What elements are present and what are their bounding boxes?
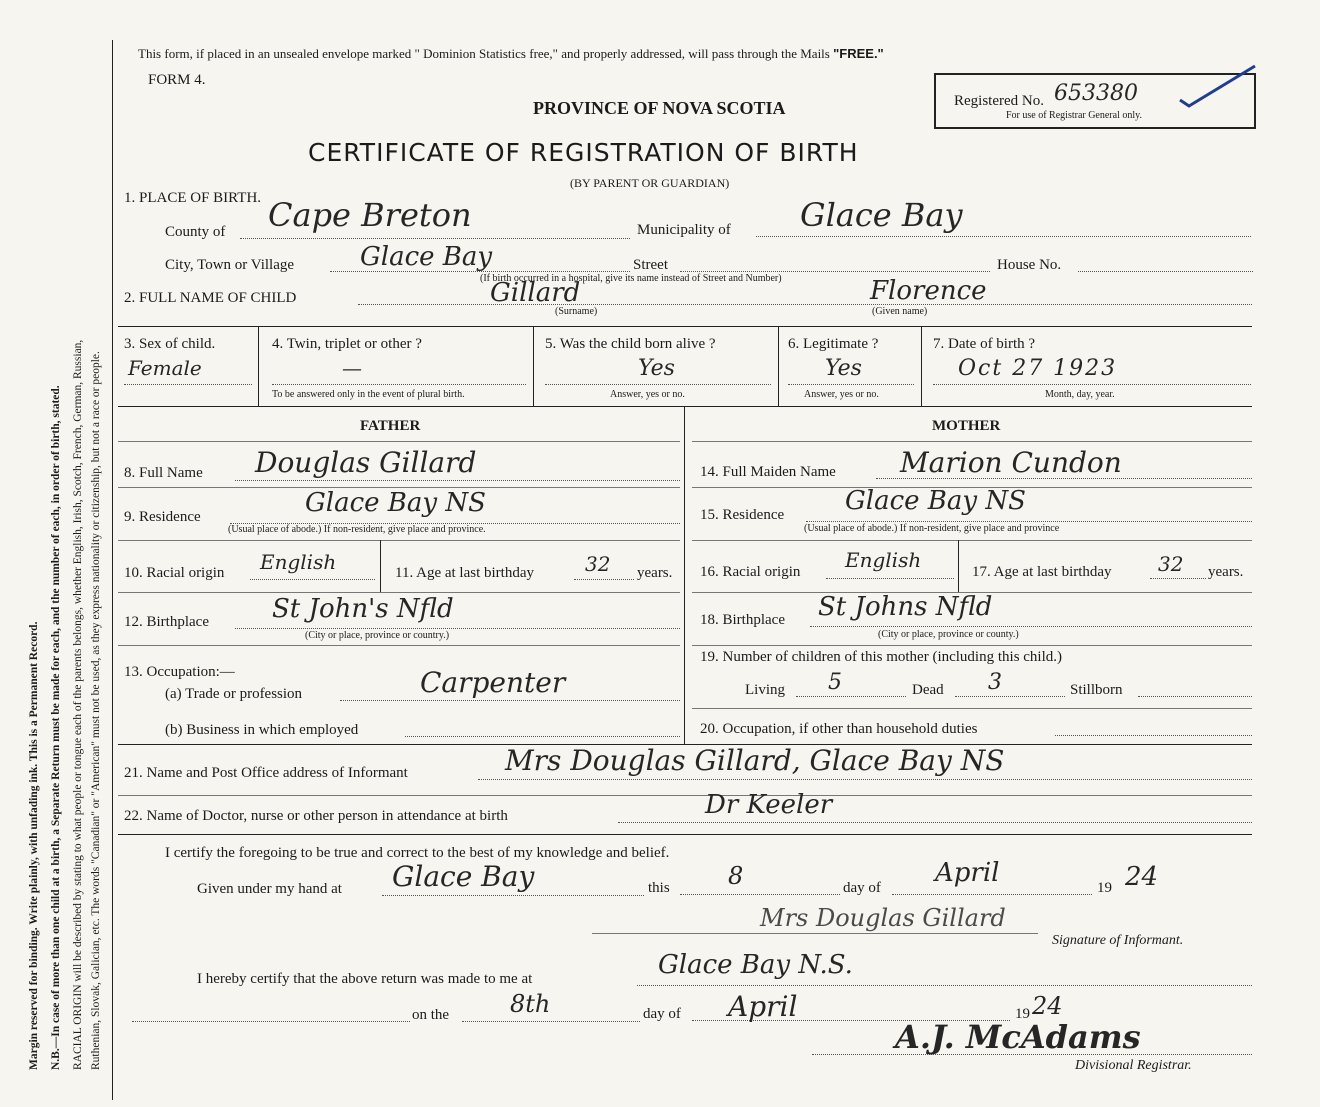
row-rule-10 bbox=[118, 592, 680, 593]
place-of-birth-label: 1. PLACE OF BIRTH. bbox=[124, 190, 262, 206]
given-day-line bbox=[680, 894, 840, 895]
col-divider-10 bbox=[380, 540, 381, 592]
certificate-subtitle: (BY PARENT OR GUARDIAN) bbox=[570, 176, 730, 190]
city-value[interactable]: Glace Bay bbox=[360, 242, 493, 272]
sex-label: 3. Sex of child. bbox=[124, 336, 216, 352]
house-number-label: House No. bbox=[997, 257, 1062, 273]
father-name-label: 8. Full Name bbox=[124, 465, 203, 481]
registrar-year-prefix: 19 bbox=[1015, 1006, 1030, 1022]
city-label: City, Town or Village bbox=[165, 257, 295, 273]
mail-note: This form, if placed in an unsealed envelope marked " Dominion Statistics free," and properly addressed, will pass through the Mails "FREE." bbox=[138, 46, 884, 61]
mother-race-line bbox=[826, 578, 954, 579]
father-name-value[interactable]: Douglas Gillard bbox=[255, 446, 477, 479]
street-label: Street bbox=[633, 257, 668, 273]
mother-residence-label: 15. Residence bbox=[700, 507, 785, 523]
surname-caption: (Surname) bbox=[555, 306, 598, 317]
mother-residence-line bbox=[806, 521, 1252, 522]
registrar-day-value[interactable]: 8th bbox=[510, 990, 551, 1018]
child-name-label: 2. FULL NAME OF CHILD bbox=[124, 290, 297, 306]
mother-heading: MOTHER bbox=[932, 418, 1001, 434]
mother-birthplace-label: 18. Birthplace bbox=[700, 612, 785, 628]
street-note: (If birth occurred in a hospital, give its name instead of Street and Number) bbox=[480, 273, 782, 284]
living-label: Living bbox=[745, 682, 785, 698]
mother-residence-caption: (Usual place of abode.) If non-resident, give place and province bbox=[804, 523, 1060, 534]
father-residence-value[interactable]: Glace Bay NS bbox=[305, 488, 486, 518]
margin-rule bbox=[112, 40, 113, 1100]
municipality-line bbox=[756, 236, 1251, 237]
legitimate-caption: Answer, yes or no. bbox=[804, 389, 879, 400]
given-day-value[interactable]: 8 bbox=[728, 862, 744, 890]
father-birthplace-label: 12. Birthplace bbox=[124, 614, 209, 630]
father-age-label: 11. Age at last birthday bbox=[395, 565, 534, 581]
born-alive-value[interactable]: Yes bbox=[638, 356, 675, 381]
col-divider-1 bbox=[258, 326, 259, 406]
informant-signature-caption: Signature of Informant. bbox=[1052, 933, 1184, 948]
mother-age-value[interactable]: 32 bbox=[1158, 552, 1184, 576]
children-count-label: 19. Number of children of this mother (including this child.) bbox=[700, 649, 1063, 665]
sex-value[interactable]: Female bbox=[128, 356, 202, 380]
legitimate-value[interactable]: Yes bbox=[825, 356, 862, 381]
father-race-line bbox=[250, 579, 375, 580]
mother-years-label: years. bbox=[1208, 564, 1244, 580]
mother-age-label: 17. Age at last birthday bbox=[972, 564, 1112, 580]
municipality-label: Municipality of bbox=[637, 222, 731, 238]
county-value[interactable]: Cape Breton bbox=[268, 196, 472, 234]
registrar-name-line bbox=[132, 1021, 410, 1022]
registrar-day-of-label: day of bbox=[643, 1006, 681, 1022]
trade-line bbox=[340, 700, 680, 701]
father-birthplace-value[interactable]: St John's Nfld bbox=[272, 594, 454, 624]
mother-race-label: 16. Racial origin bbox=[700, 564, 801, 580]
mother-age-line bbox=[1150, 578, 1206, 579]
father-age-line bbox=[574, 579, 634, 580]
father-birthplace-line bbox=[235, 628, 680, 629]
this-label: this bbox=[648, 880, 670, 896]
dead-label: Dead bbox=[912, 682, 944, 698]
doctor-value[interactable]: Dr Keeler bbox=[705, 790, 833, 820]
father-birthplace-caption: (City or place, province or country.) bbox=[305, 630, 450, 641]
living-line bbox=[796, 696, 906, 697]
father-race-label: 10. Racial origin bbox=[124, 565, 225, 581]
father-name-line bbox=[235, 480, 680, 481]
col-divider-4 bbox=[921, 326, 922, 406]
father-age-value[interactable]: 32 bbox=[585, 552, 611, 576]
dob-label: 7. Date of birth ? bbox=[933, 336, 1036, 352]
occupation-label: 13. Occupation:— bbox=[124, 664, 235, 680]
dob-value[interactable]: Oct 27 1923 bbox=[958, 356, 1118, 381]
father-heading: FATHER bbox=[360, 418, 421, 434]
certify-statement: I certify the foregoing to be true and correct to the best of my knowledge and belief. bbox=[165, 845, 670, 861]
stillborn-line bbox=[1138, 696, 1252, 697]
twin-line bbox=[272, 384, 526, 385]
business-line bbox=[405, 736, 680, 737]
margin-note-racial-origin: RACIAL ORIGIN will be described by stating to what people or tongue each of the parents belongs, whether English, Irish, Scotch, French, German, Russian, bbox=[72, 339, 84, 1070]
row-rule-top bbox=[118, 326, 1252, 327]
margin-note-binding: Margin reserved for binding. Write plainly, with unfading ink. This is a Permanent Record. bbox=[28, 621, 40, 1070]
parents-divider bbox=[684, 406, 685, 744]
row-rule-22 bbox=[118, 834, 1252, 835]
registrar-month-value[interactable]: April bbox=[728, 990, 798, 1023]
mother-birthplace-line bbox=[810, 626, 1252, 627]
registrar-general-note: For use of Registrar General only. bbox=[1006, 110, 1142, 121]
mother-name-label: 14. Full Maiden Name bbox=[700, 464, 836, 480]
mother-race-value[interactable]: English bbox=[845, 548, 922, 572]
given-year-prefix: 19 bbox=[1097, 880, 1112, 896]
row-rule-9 bbox=[118, 540, 680, 541]
doctor-line bbox=[618, 822, 1252, 823]
informant-line bbox=[478, 779, 1252, 780]
county-line bbox=[240, 238, 630, 239]
given-place-line bbox=[382, 895, 644, 896]
dead-value[interactable]: 3 bbox=[988, 670, 1002, 695]
form-number: FORM 4. bbox=[148, 72, 206, 88]
house-number-line bbox=[1078, 271, 1253, 272]
province-heading: PROVINCE OF NOVA SCOTIA bbox=[533, 98, 786, 118]
father-years-label: years. bbox=[637, 565, 673, 581]
born-alive-label: 5. Was the child born alive ? bbox=[545, 336, 716, 352]
father-race-value[interactable]: English bbox=[260, 550, 337, 574]
registrar-signature-caption: Divisional Registrar. bbox=[1075, 1058, 1192, 1073]
mother-heading-rule bbox=[692, 441, 1252, 442]
registered-number: 653380 bbox=[1054, 81, 1138, 106]
mother-residence-value[interactable]: Glace Bay NS bbox=[845, 486, 1026, 516]
on-the-label: on the bbox=[412, 1007, 450, 1023]
county-label: County of bbox=[165, 224, 226, 240]
col-divider-3 bbox=[778, 326, 779, 406]
informant-signature[interactable]: Mrs Douglas Gillard bbox=[760, 904, 1006, 932]
father-residence-label: 9. Residence bbox=[124, 509, 201, 525]
given-year-value[interactable]: 24 bbox=[1125, 862, 1159, 892]
margin-note-plural-birth: N.B.—In case of more than one child at a birth, a Separate Return must be made for each, and the number of each, in order of birth, stated. bbox=[50, 385, 62, 1070]
registrar-place-line bbox=[637, 985, 1252, 986]
certificate-title: CERTIFICATE OF REGISTRATION OF BIRTH bbox=[308, 138, 859, 167]
checkmark-icon bbox=[1175, 60, 1260, 110]
dead-line bbox=[955, 696, 1065, 697]
trade-label: (a) Trade or profession bbox=[165, 686, 303, 702]
parents-rule bbox=[118, 406, 1252, 407]
registered-label: Registered No. bbox=[954, 93, 1044, 109]
row-rule-19 bbox=[692, 708, 1252, 709]
legitimate-label: 6. Legitimate ? bbox=[788, 336, 879, 352]
row-rule-21 bbox=[118, 795, 1252, 796]
informant-label: 21. Name and Post Office address of Informant bbox=[124, 765, 408, 781]
dob-line bbox=[933, 384, 1251, 385]
dob-caption: Month, day, year. bbox=[1045, 389, 1115, 400]
registrar-place-value[interactable]: Glace Bay N.S. bbox=[658, 950, 853, 980]
informant-signature-line bbox=[592, 933, 1038, 934]
business-label: (b) Business in which employed bbox=[165, 722, 359, 738]
doctor-label: 22. Name of Doctor, nurse or other person in attendance at birth bbox=[124, 808, 508, 824]
row-rule-12 bbox=[118, 645, 680, 646]
row-rule-15 bbox=[692, 540, 1252, 541]
mother-name-value[interactable]: Marion Cundon bbox=[900, 446, 1122, 479]
mother-occupation-line bbox=[1055, 735, 1252, 736]
twin-caption: To be answered only in the event of plural birth. bbox=[272, 389, 465, 400]
mother-birthplace-value[interactable]: St Johns Nfld bbox=[818, 592, 993, 622]
given-name-caption: (Given name) bbox=[872, 306, 928, 317]
twin-label: 4. Twin, triplet or other ? bbox=[272, 336, 422, 352]
given-day-of-label: day of bbox=[843, 880, 881, 896]
born-alive-caption: Answer, yes or no. bbox=[610, 389, 685, 400]
given-place-value[interactable]: Glace Bay bbox=[392, 860, 535, 893]
col-divider-2 bbox=[533, 326, 534, 406]
mother-occupation-label: 20. Occupation, if other than household duties bbox=[700, 721, 978, 737]
given-month-value[interactable]: April bbox=[935, 858, 1000, 888]
born-alive-line bbox=[545, 384, 771, 385]
stillborn-label: Stillborn bbox=[1070, 682, 1123, 698]
father-residence-caption: (Usual place of abode.) If non-resident, give place and province. bbox=[228, 524, 486, 535]
registrar-signature[interactable]: A.J. McAdams bbox=[895, 1018, 1141, 1056]
row-rule-18 bbox=[692, 645, 1252, 646]
sex-line bbox=[124, 384, 252, 385]
registrar-year-value[interactable]: 24 bbox=[1032, 992, 1063, 1020]
child-given-name-value[interactable]: Florence bbox=[870, 276, 987, 306]
legitimate-line bbox=[788, 384, 914, 385]
trade-value[interactable]: Carpenter bbox=[420, 666, 566, 699]
registrar-day-line bbox=[462, 1021, 640, 1022]
street-line bbox=[680, 271, 990, 272]
given-under-hand-label: Given under my hand at bbox=[197, 881, 342, 897]
twin-value[interactable]: — bbox=[342, 356, 362, 380]
margin-note-racial-origin-2: Ruthenian, Slovak, Galician, etc. The words "Canadian" or "American" must not be used, as they express nationality or citizenship, but not a race or people. bbox=[90, 351, 102, 1070]
registrar-statement: I hereby certify that the above return was made to me at bbox=[197, 971, 533, 987]
col-divider-16 bbox=[958, 540, 959, 592]
father-heading-rule bbox=[118, 441, 680, 442]
given-month-line bbox=[892, 894, 1092, 895]
living-value[interactable]: 5 bbox=[828, 670, 842, 695]
municipality-value[interactable]: Glace Bay bbox=[800, 196, 963, 234]
mother-birthplace-caption: (City or place, province or county.) bbox=[878, 629, 1019, 640]
informant-value[interactable]: Mrs Douglas Gillard, Glace Bay NS bbox=[505, 744, 1005, 777]
child-surname-value[interactable]: Gillard bbox=[490, 278, 581, 308]
